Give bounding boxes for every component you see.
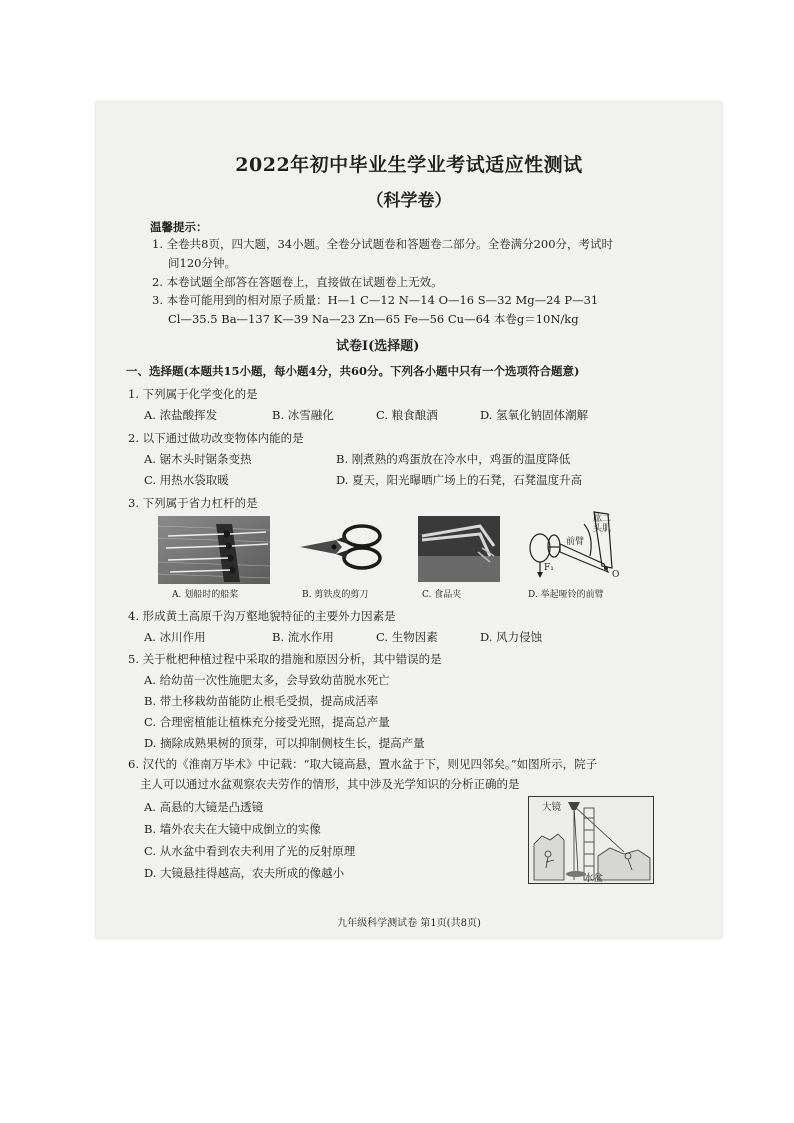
q6-option-c: C. 从水盆中看到农夫利用了光的反射原理: [144, 844, 356, 858]
q5-stem: 5. 关于枇杷种植过程中采取的措施和原因分析，其中错误的是: [128, 652, 442, 666]
q3-stem: 3. 下列属于省力杠杆的是: [128, 496, 258, 510]
q1-option-a: A. 浓盐酸挥发: [144, 408, 218, 422]
notice-item-3-cont: Cl—35.5 Ba—137 K—39 Na—23 Zn—65 Fe—56 Cu—64 本卷g＝10N/kg: [168, 312, 579, 326]
figure-label-basin: 水盆: [584, 873, 604, 884]
q4-option-b: B. 流水作用: [272, 630, 334, 644]
figure-label-o: O: [612, 570, 620, 580]
figure-label-biceps-1: 肱二: [593, 514, 612, 524]
q5-option-d: D. 摘除成熟果树的顶芽，可以抑制侧枝生长，提高产量: [144, 736, 425, 750]
q4-option-c: C. 生物因素: [376, 630, 438, 644]
part1-heading: 一、选择题(本题共15小题，每小题4分，共60分。下列各小题中只有一个选项符合题意): [126, 364, 580, 378]
exam-subtitle: （科学卷）: [366, 191, 452, 211]
rowing-boat-photo: [158, 516, 270, 584]
q2-option-a: A. 锯木头时锯条变热: [144, 452, 252, 466]
q3-caption-a: A. 划船时的船桨: [172, 590, 239, 600]
q1-stem: 1. 下列属于化学变化的是: [128, 387, 258, 401]
figure-label-mirror: 大镜: [542, 802, 562, 813]
exam-sheet: [96, 102, 722, 938]
q1-option-c: C. 粮食酿酒: [376, 408, 438, 422]
q2-option-b: B. 刚煮熟的鸡蛋放在冷水中，鸡蛋的温度降低: [336, 452, 571, 466]
q2-stem: 2. 以下通过做功改变物体内能的是: [128, 431, 304, 445]
figure-label-biceps-2: 头肌: [593, 524, 612, 534]
q5-option-b: B. 带土移栽幼苗能防止根毛受损，提高成活率: [144, 694, 379, 708]
q3-caption-d: D. 举起哑铃的前臂: [528, 590, 604, 600]
q3-caption-c: C. 食品夹: [422, 590, 462, 600]
figure-label-forearm: 前臂: [566, 537, 585, 547]
notice-item-1-cont: 间120分钟。: [168, 256, 236, 270]
q5-option-a: A. 给幼苗一次性施肥太多，会导致幼苗脱水死亡: [144, 673, 390, 687]
q4-option-a: A. 冰川作用: [144, 630, 206, 644]
notice-heading: 温馨提示：: [150, 220, 208, 234]
section-title: 试卷Ⅰ(选择题): [336, 339, 420, 354]
exam-title: 2022年初中毕业生学业考试适应性测试: [235, 154, 583, 176]
q5-option-c: C. 合理密植能让植株充分接受光照，提高总产量: [144, 715, 390, 729]
q4-option-d: D. 风力侵蚀: [480, 630, 543, 644]
q6-option-d: D. 大镜悬挂得越高，农夫所成的像越小: [144, 866, 345, 880]
notice-item-2: 2. 本卷试题全部答在答题卷上，直接做在试题卷上无效。: [152, 275, 443, 289]
q6-stem-line-1: 6. 汉代的《淮南万毕术》中记载：“取大镜高悬，置水盆于下，则见四邻矣。”如图所示，院子: [128, 757, 598, 771]
figure-label-f1: F₁: [544, 563, 554, 573]
notice-item-3: 3. 本卷可能用到的相对原子质量：H—1 C—12 N—14 O—16 S—32 Mg—24 P—31: [152, 293, 599, 307]
page-footer: 九年级科学测试卷 第1页(共8页): [337, 918, 481, 929]
q1-option-b: B. 冰雪融化: [272, 408, 334, 422]
q1-option-d: D. 氢氧化钠固体潮解: [480, 408, 589, 422]
food-tongs-photo: [418, 516, 500, 582]
q3-caption-b: B. 剪铁皮的剪刀: [302, 590, 369, 600]
notice-item-1: 1. 全卷共8页，四大题，34小题。全卷分试题卷和答题卷二部分。全卷满分200分，考试时: [152, 237, 614, 251]
q6-option-a: A. 高悬的大镜是凸透镜: [144, 800, 264, 814]
q4-stem: 4. 形成黄土高原千沟万壑地貌特征的主要外力因素是: [128, 609, 396, 623]
q2-option-c: C. 用热水袋取暖: [144, 473, 229, 487]
q6-option-b: B. 墙外农夫在大镜中成倒立的实像: [144, 822, 321, 836]
tin-snips-image: [296, 520, 388, 574]
q6-stem-line-2: 主人可以通过水盆观察农夫劳作的情形，其中涉及光学知识的分析正确的是: [140, 777, 520, 791]
q2-option-d: D. 夏天，阳光曝晒广场上的石凳，石凳温度升高: [336, 473, 583, 487]
